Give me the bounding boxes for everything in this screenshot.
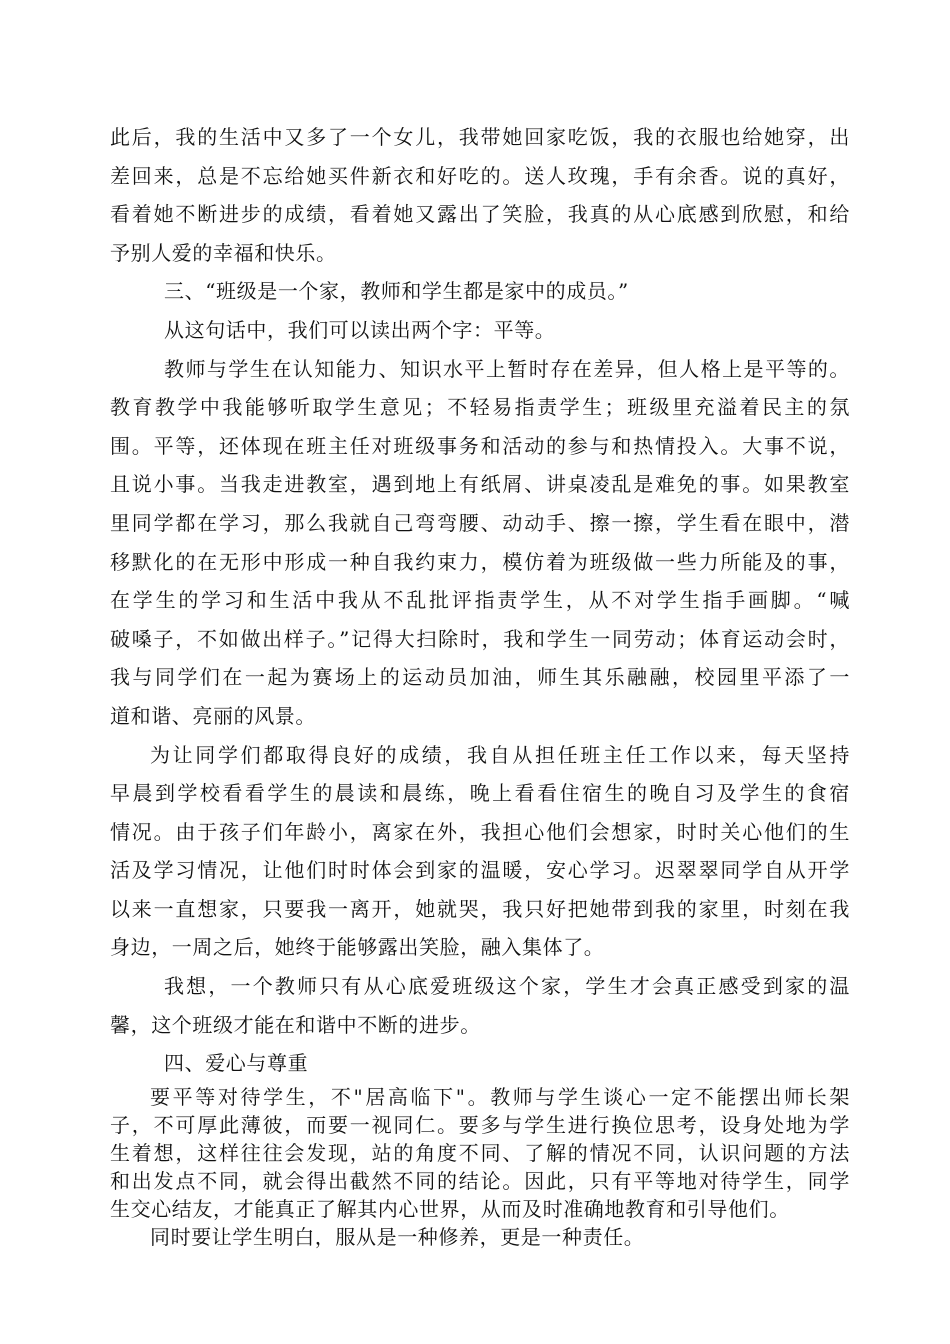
text-line: 要平等对待学生，不"居高临下"。教师与学生谈心一定不能摆出师长架 bbox=[150, 1084, 850, 1109]
paragraph-7: 同时要让学生明白，服从是一种修养，更是一种责任。 bbox=[150, 1224, 645, 1249]
paragraph-2: 从这句话中，我们可以读出两个字：平等。 bbox=[164, 317, 556, 342]
text-line: 此后，我的生活中又多了一个女儿，我带她回家吃饭，我的衣服也给她穿，出 bbox=[110, 125, 850, 149]
paragraph-6 bbox=[110, 1083, 850, 1251]
text-line: 差回来，总是不忘给她买件新衣和好吃的。送人玫瑰，手有余香。说的真好， bbox=[110, 163, 850, 188]
text-line: 教师与学生在认知能力、知识水平上暂时存在差异，但人格上是平等的。 bbox=[164, 356, 850, 381]
text-line: 在学生的学习和生活中我从不乱批评指责学生，从不对学生指手画脚。“喊 bbox=[110, 588, 850, 613]
paragraph-3 bbox=[110, 350, 850, 736]
text-line: 里同学都在学习，那么我就自己弯弯腰、动动手、擦一擦，学生看在眼中，潜 bbox=[110, 510, 850, 535]
text-line: 以来一直想家，只要我一离开，她就哭，我只好把她带到我的家里，时刻在我 bbox=[110, 896, 850, 921]
text-line: 破嗓子，不如做出样子。”记得大扫除时，我和学生一同劳动；体育运动会时， bbox=[110, 626, 850, 651]
text-line: 早晨到学校看看学生的晨读和晨练，晚上看看住宿生的晚自习及学生的食宿 bbox=[110, 781, 850, 806]
text-line: 馨，这个班级才能在和谐中不断的进步。 bbox=[110, 1012, 481, 1037]
paragraph-4 bbox=[110, 736, 850, 968]
text-line: 看着她不断进步的成绩，看着她又露出了笑脸，我真的从心底感到欣慰，和给 bbox=[110, 202, 850, 227]
text-line: 情况。由于孩子们年龄小，离家在外，我担心他们会想家，时时关心他们的生 bbox=[110, 819, 850, 844]
text-line: 围。平等，还体现在班主任对班级事务和活动的参与和热情投入。大事不说， bbox=[110, 433, 850, 458]
section-heading-3: 三、“班级是一个家，教师和学生都是家中的成员。” bbox=[164, 279, 629, 304]
document-page bbox=[110, 118, 850, 1251]
text-line: 生着想，这样往往会发现，站的角度不同、了解的情况不同，认识问题的方法 bbox=[110, 1140, 850, 1165]
text-line: 我与同学们在一起为赛场上的运动员加油，师生其乐融融，校园里平添了一 bbox=[110, 665, 850, 690]
text-line: 和出发点不同，就会得出截然不同的结论。因此，只有平等地对待学生，同学 bbox=[110, 1168, 850, 1193]
text-line: 子，不可厚此薄彼，而要一视同仁。要多与学生进行换位思考，设身处地为学 bbox=[110, 1112, 850, 1137]
text-line: 活及学习情况，让他们时时体会到家的温暖，安心学习。迟翠翠同学自从开学 bbox=[110, 858, 850, 883]
text-line: 我想，一个教师只有从心底爱班级这个家，学生才会真正感受到家的温 bbox=[164, 974, 850, 999]
text-line: 生交心结友，才能真正了解其内心世界，从而及时准确地教育和引导他们。 bbox=[110, 1196, 790, 1221]
paragraph-1 bbox=[110, 118, 850, 272]
paragraph-5 bbox=[110, 967, 850, 1044]
text-line: 为让同学们都取得良好的成绩，我自从担任班主任工作以来，每天坚持 bbox=[150, 742, 850, 767]
text-line: 道和谐、亮丽的风景。 bbox=[110, 703, 316, 728]
text-line: 移默化的在无形中形成一种自我约束力，模仿着为班级做一些力所能及的事， bbox=[110, 549, 850, 574]
section-heading-4: 四、爱心与尊重 bbox=[164, 1051, 309, 1076]
text-line: 且说小事。当我走进教室，遇到地上有纸屑、讲桌凌乱是难免的事。如果教室 bbox=[110, 472, 850, 497]
text-line: 教育教学中我能够听取学生意见；不轻易指责学生；班级里充溢着民主的氛 bbox=[110, 395, 850, 420]
text-line: 身边，一周之后，她终于能够露出笑脸，融入集体了。 bbox=[110, 935, 605, 960]
text-line: 予别人爱的幸福和快乐。 bbox=[110, 240, 337, 265]
